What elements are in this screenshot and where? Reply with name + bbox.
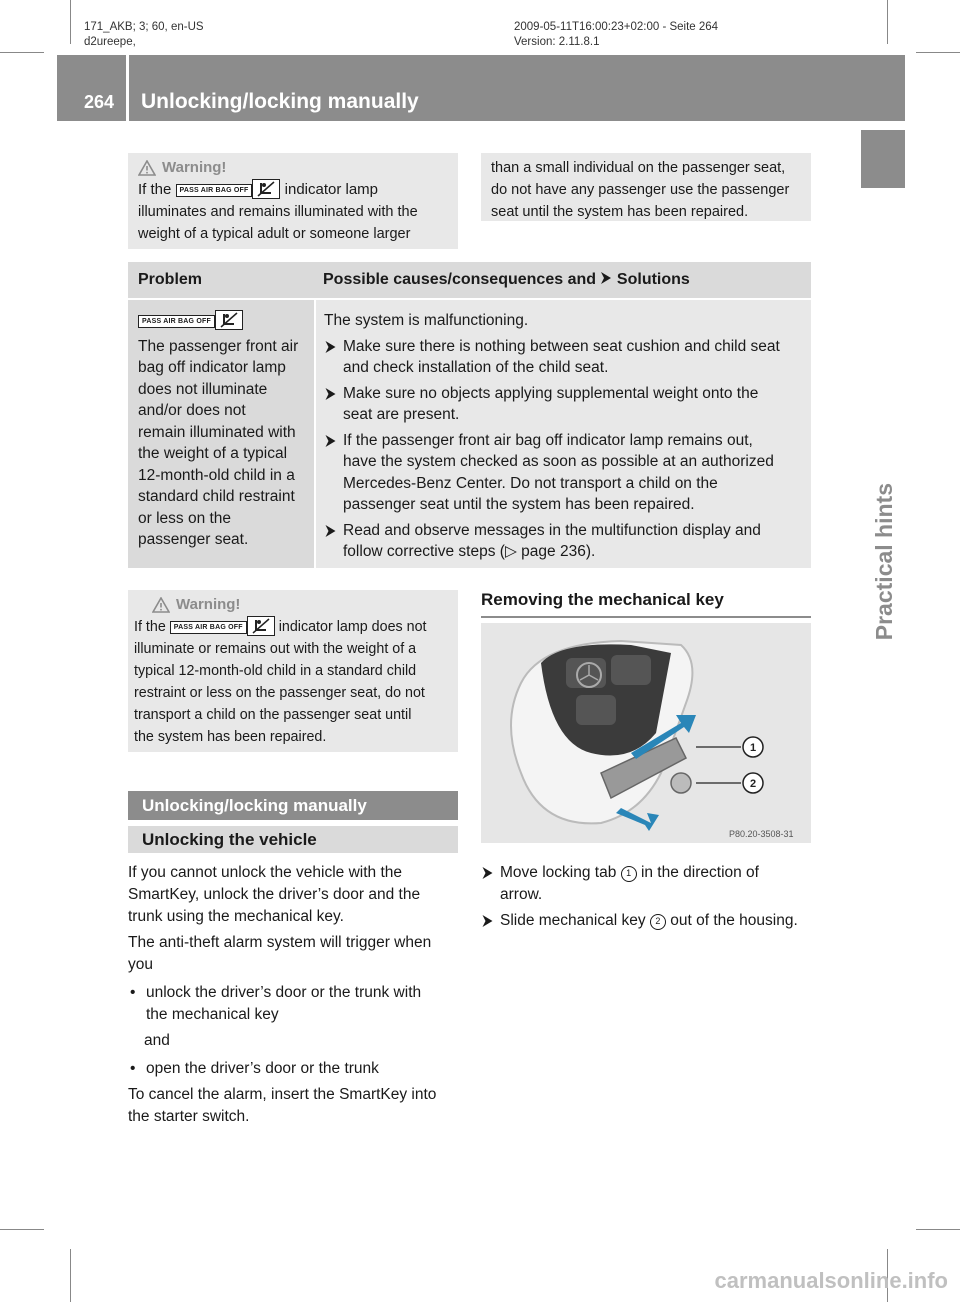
problem-line: The passenger front air (138, 337, 299, 355)
paragraph-line: The anti-theft alarm system will trigger when (128, 934, 432, 951)
solution-step (324, 336, 803, 379)
step-line: Read and observe messages in the multifunction display and (343, 521, 761, 539)
step-text: Move locking tab (500, 864, 617, 881)
crop-mark (916, 52, 960, 53)
watermark-logo: carmanualsonline.info (714, 1268, 948, 1293)
step-line: have the system checked as soon as possible at an authorized (343, 453, 774, 470)
problem-line: 12-month-old child in a (138, 466, 295, 484)
problem-line: does not illuminate (138, 380, 268, 398)
warning-title: Warning! (176, 596, 241, 613)
bullet-line: unlock the driver’s door or the trunk with (146, 984, 422, 1001)
warning-text: indicator lamp (284, 181, 379, 198)
troubleshooting-table (128, 262, 811, 568)
bullet-glyph: • (130, 984, 136, 1001)
paragraph-line: SmartKey, unlock the driver’s door and the (128, 886, 421, 903)
cause-text: The system is malfunctioning. (324, 312, 529, 329)
warning-line: illuminates and remains illuminated with the (138, 204, 418, 220)
smartkey-illustration (481, 623, 811, 843)
solution-step (324, 383, 803, 426)
step-line: passenger seat until the system has been repaired. (343, 496, 695, 513)
warning-box (128, 153, 458, 249)
warning-box (128, 590, 458, 752)
step-line: Make sure there is nothing between seat cushion and child seat (343, 337, 780, 355)
step-line: If the passenger front air bag off indicator lamp remains out, (343, 431, 753, 449)
section-heading: Unlocking/locking manually (128, 791, 458, 820)
bullet-line: the mechanical key (146, 1006, 279, 1023)
photo-code: P80.20-3508-31 (729, 829, 794, 839)
warning-triangle-icon (152, 597, 170, 613)
pass-air-bag-off-badge: PASS AIR BAG OFF (170, 621, 247, 634)
problem-line: the weight of a typical (138, 445, 288, 462)
problem-line: remain illuminated with (138, 423, 296, 441)
action-arrow-icon (324, 524, 337, 538)
meta-line: 171_AKB; 3; 60, en-US (84, 21, 204, 33)
problem-line: and/or does not (138, 402, 246, 419)
warning-text: If the (138, 181, 172, 198)
column-header-problem: Problem (138, 271, 203, 288)
paragraph-line: To cancel the alarm, insert the SmartKey into (128, 1086, 437, 1103)
side-chapter-label (864, 146, 904, 640)
pass-air-bag-off-badge: PASS AIR BAG OFF (138, 315, 215, 328)
page-title: Unlocking/locking manually (141, 90, 419, 113)
warning-line: transport a child on the passenger seat until (134, 707, 412, 723)
bullet-item (128, 982, 468, 1026)
callout-1: 1 (749, 742, 757, 754)
problem-cell (128, 300, 314, 568)
smartkey-photo (481, 623, 811, 843)
action-arrow-icon (600, 271, 612, 285)
solution-step (324, 520, 803, 563)
step-line: seat are present. (343, 406, 460, 423)
bullet-glyph: • (130, 1060, 136, 1077)
warning-line: do not have any passenger use the passenger (491, 182, 790, 198)
chapter-label-text: Practical hints (870, 482, 897, 640)
crop-mark (0, 52, 44, 53)
crop-mark (0, 1229, 44, 1230)
bullet-line: open the driver’s door or the trunk (146, 1060, 379, 1077)
instruction-step (481, 910, 821, 932)
crop-mark (916, 1229, 960, 1230)
warning-line (134, 616, 448, 638)
callout-2: 2 (749, 778, 757, 790)
instruction-step (481, 862, 821, 906)
warning-line: restraint or less on the passenger seat, do not (134, 685, 425, 701)
warning-heading (138, 157, 448, 179)
table-header-row (128, 262, 811, 298)
step-line: follow corrective steps (▷ page 236). (343, 543, 596, 560)
warning-line: seat until the system has been repaired. (491, 204, 749, 220)
action-arrow-icon (481, 914, 494, 928)
problem-line: bag off indicator lamp (138, 359, 286, 376)
step-text: out of the housing. (670, 912, 798, 929)
child-seat-icon (247, 616, 275, 636)
action-arrow-icon (481, 866, 494, 880)
action-arrow-icon (324, 434, 337, 448)
warning-text: If the (134, 619, 166, 635)
indicator-symbols (138, 310, 306, 332)
paragraph-line: the starter switch. (128, 1108, 250, 1125)
crop-mark (70, 1249, 71, 1302)
problem-line: or less on the (138, 509, 232, 527)
step-line (500, 862, 759, 884)
meta-line: d2ureepe, (84, 36, 136, 48)
solution-step (324, 430, 803, 516)
crop-mark (70, 0, 71, 44)
warning-line: than a small individual on the passenger seat, (491, 160, 786, 176)
warning-line: typical 12-month-old child in a standard child (134, 663, 417, 679)
problem-line: standard child restraint (138, 488, 295, 505)
body-text (128, 862, 468, 1128)
callout-ref-2: 2 (650, 914, 666, 930)
header-text: Possible causes/consequences and (323, 271, 597, 288)
callout-ref-1: 1 (621, 866, 637, 882)
warning-line: the system has been repaired. (134, 729, 327, 745)
warning-line: weight of a typical adult or someone larger (138, 226, 411, 242)
print-meta-right (514, 20, 718, 50)
child-seat-icon (252, 179, 280, 199)
column-header-solutions (314, 271, 690, 289)
paragraph-line: If you cannot unlock the vehicle with the (128, 864, 402, 881)
bullet-item (128, 1058, 468, 1080)
warning-line: illuminate or remains out with the weight of a (134, 641, 417, 657)
step-line: Make sure no objects applying supplemental weight onto the (343, 384, 759, 402)
page-number: 264 (84, 92, 115, 112)
action-arrow-icon (324, 340, 337, 354)
warning-heading (152, 594, 448, 616)
print-meta-left (84, 20, 204, 50)
pass-air-bag-off-badge: PASS AIR BAG OFF (176, 184, 253, 197)
paragraph-line: trunk using the mechanical key. (128, 908, 344, 925)
key-steps (481, 862, 821, 932)
step-text: Slide mechanical key (500, 912, 646, 929)
step-line: Mercedes-Benz Center. Do not transport a child on the (343, 474, 718, 492)
warning-title: Warning! (162, 159, 227, 176)
key-section-heading: Removing the mechanical key (481, 590, 811, 618)
step-line: and check installation of the child seat. (343, 359, 609, 376)
crop-mark (887, 0, 888, 44)
subsection-heading: Unlocking the vehicle (128, 826, 458, 853)
warning-triangle-icon (138, 160, 156, 176)
solutions-cell (316, 300, 811, 568)
problem-line: passenger seat. (138, 531, 249, 548)
meta-line: Version: 2.11.8.1 (514, 36, 600, 48)
paragraph-line: you (128, 956, 153, 973)
warning-line (138, 179, 448, 201)
table-row (128, 300, 811, 568)
child-seat-icon (215, 310, 243, 330)
step-line (500, 910, 798, 932)
warning-text: indicator lamp does not (278, 619, 427, 635)
header-text: Solutions (616, 271, 690, 288)
warning-box-continued (481, 153, 811, 221)
step-line: arrow. (500, 886, 543, 903)
step-text: in the direction of (640, 864, 759, 881)
action-arrow-icon (324, 387, 337, 401)
conjunction-text: and (144, 1032, 170, 1049)
meta-line: 2009-05-11T16:00:23+02:00 - Seite 264 (514, 21, 719, 33)
